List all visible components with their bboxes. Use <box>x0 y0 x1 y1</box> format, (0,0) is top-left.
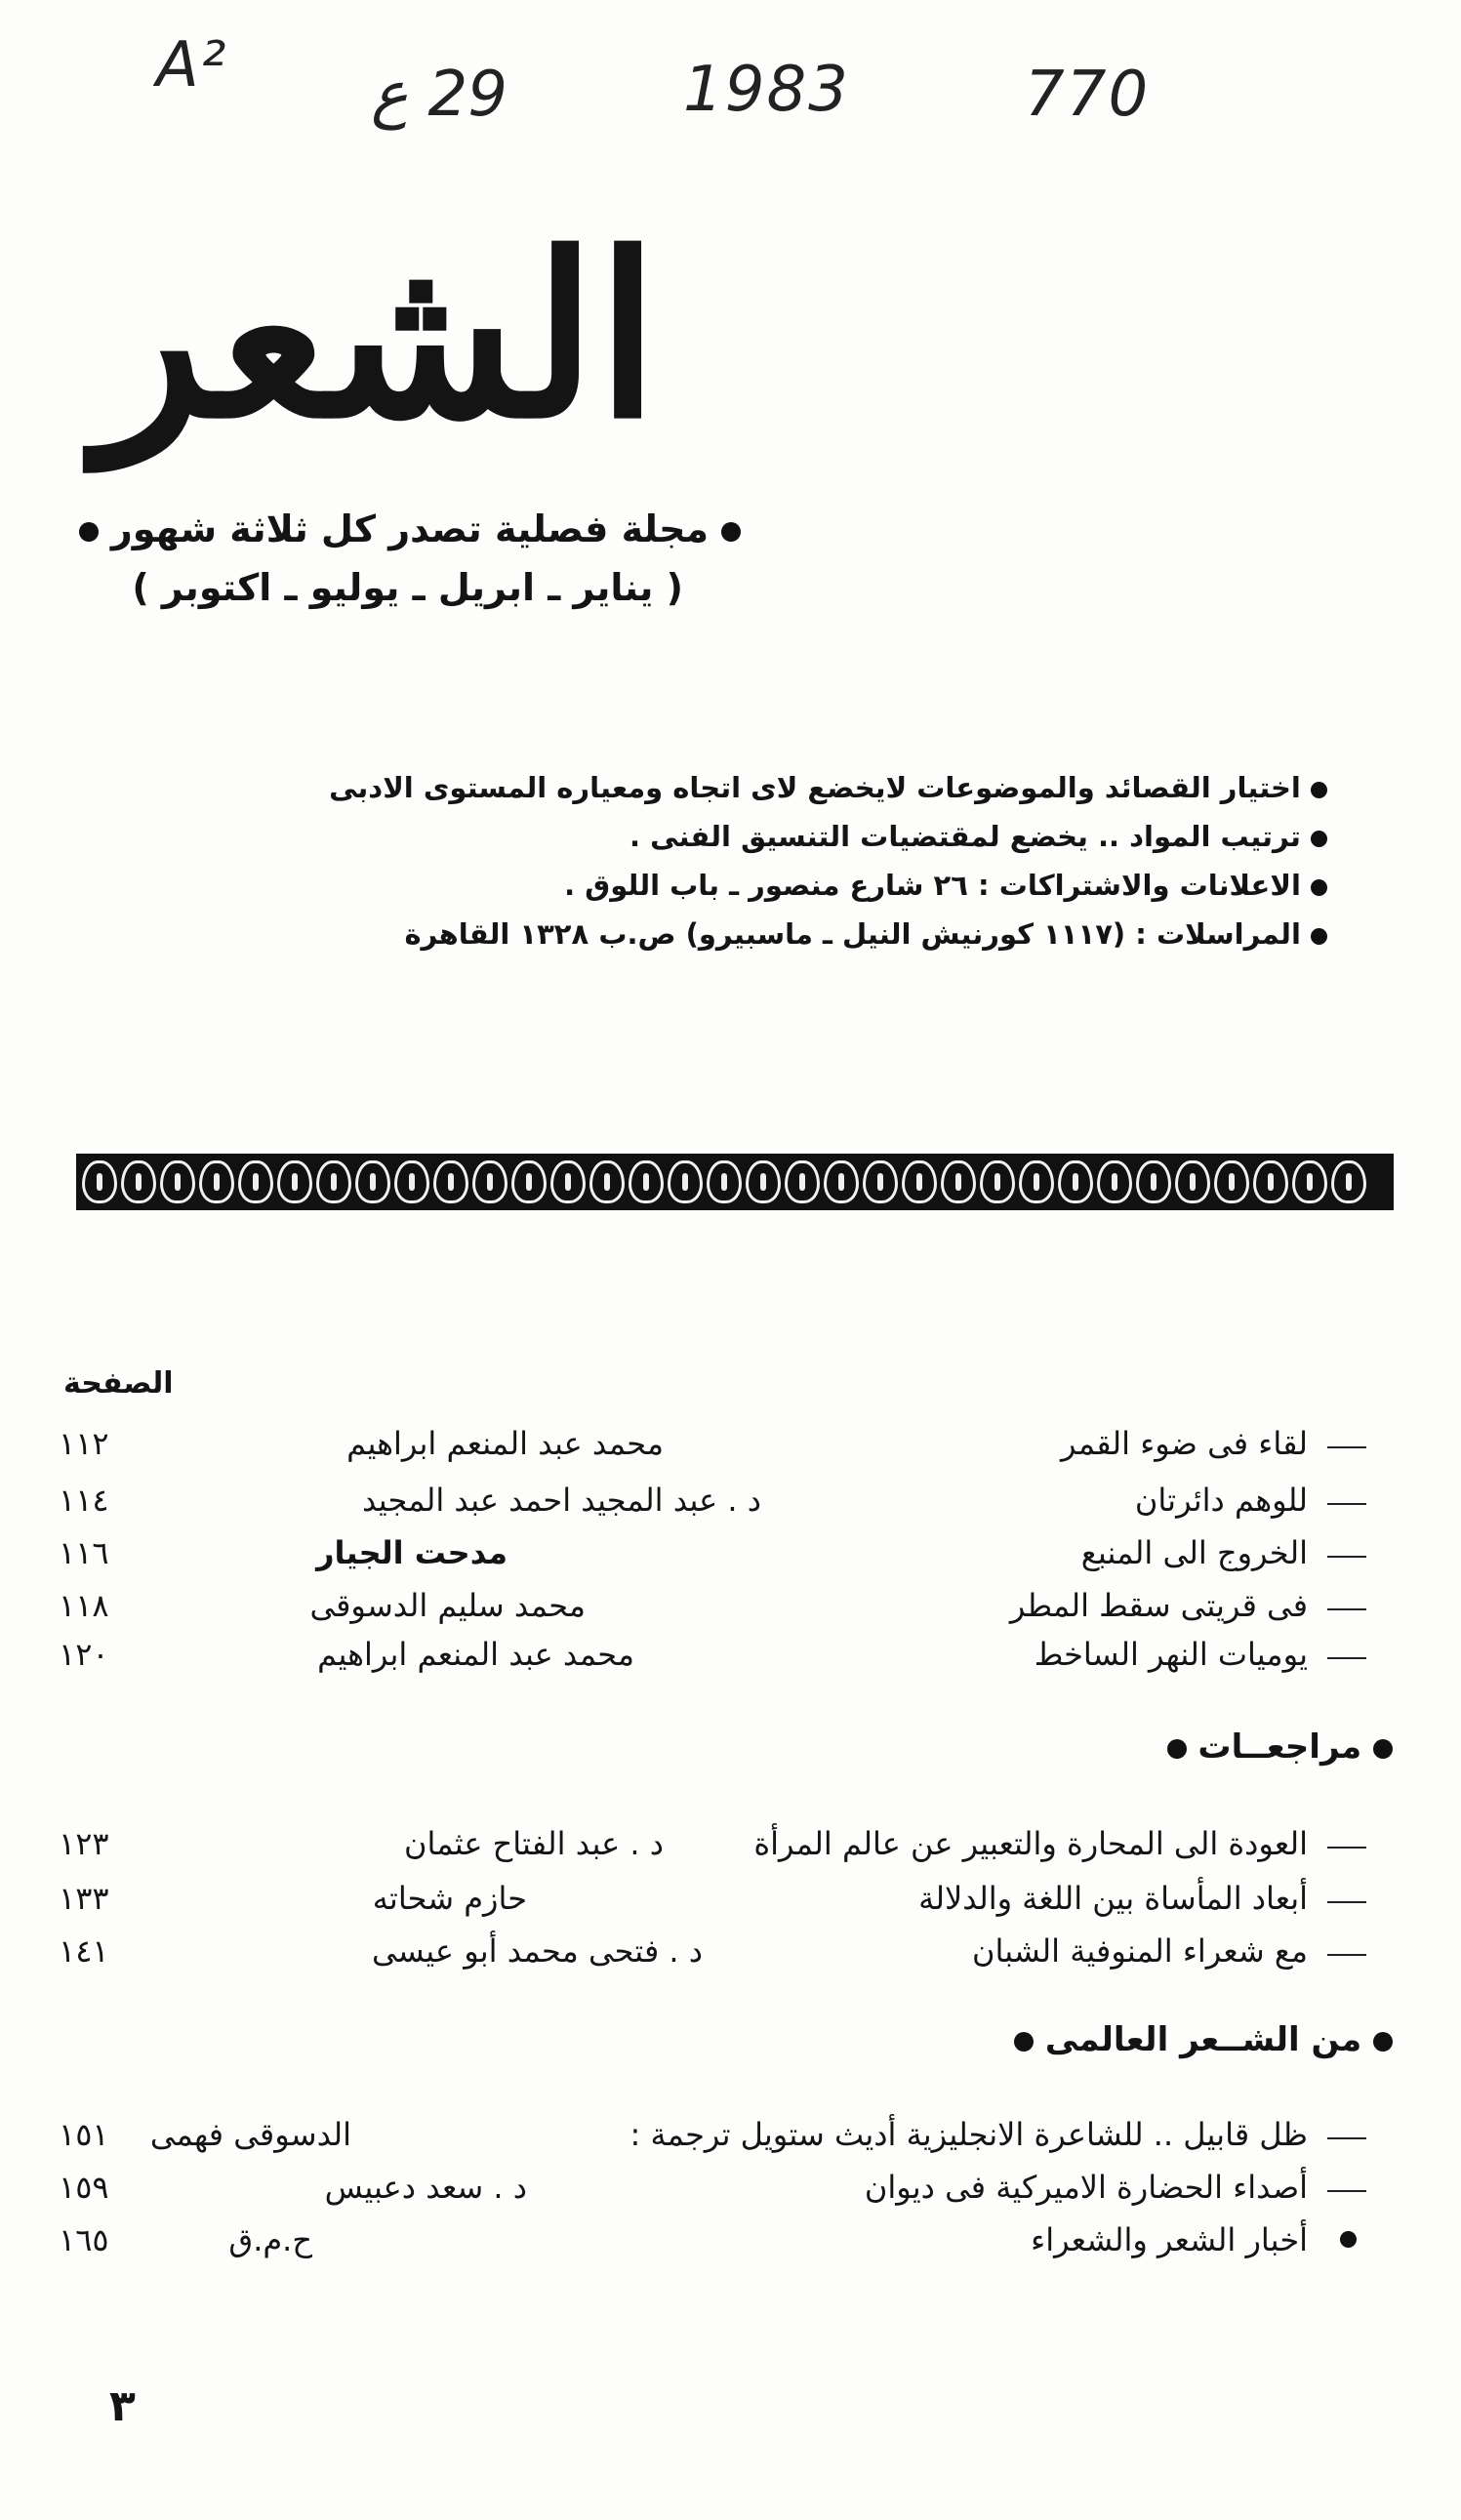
toc-author: د . سعد دعبيس <box>324 2169 527 2206</box>
ornament-motif <box>121 1160 156 1203</box>
toc-author: د . فتحى محمد أبو عيسى <box>372 1932 703 1970</box>
toc-page: ١٢٣ <box>59 1825 109 1862</box>
ornament-motif <box>1136 1160 1171 1203</box>
ornament-motif <box>394 1160 429 1203</box>
bullet-icon <box>1373 2032 1393 2052</box>
masthead-title: الشعر <box>95 205 659 468</box>
ornament-motif <box>1214 1160 1249 1203</box>
toc-author: د . عبد المجيد احمد عبد المجيد <box>361 1482 761 1519</box>
dash-marker <box>1327 2137 1366 2139</box>
toc-author: الدسوقى فهمى <box>149 2116 351 2153</box>
toc-page: ١١٨ <box>59 1587 109 1624</box>
ornament-motif <box>238 1160 273 1203</box>
subtitle-line-1 <box>78 508 742 550</box>
ornament-motif <box>82 1160 117 1203</box>
dash-marker <box>1327 1446 1366 1448</box>
subtitle-text-1: مجلة فصلية تصدر كل ثلاثة شهور <box>110 508 710 550</box>
toc-title: العودة الى المحارة والتعبير عن عالم المرأة <box>753 1825 1308 1862</box>
ornament-motif <box>707 1160 742 1203</box>
ornament-motif <box>277 1160 312 1203</box>
bullet-icon <box>1014 2032 1034 2052</box>
toc-row <box>59 2221 1366 2272</box>
note-text: اختيار القصائد والموضوعات لايخضع لاى اتجاه ومعياره المستوى الادبى <box>329 771 1301 804</box>
ornament-motif <box>980 1160 1015 1203</box>
note-item <box>329 771 1327 820</box>
dash-marker <box>1327 1556 1366 1558</box>
toc-title: الخروج الى المنبع <box>1080 1534 1308 1571</box>
toc-author: حازم شحاته <box>372 1880 527 1917</box>
toc-title: للوهم دائرتان <box>1134 1482 1308 1519</box>
ornament-motif <box>1058 1160 1093 1203</box>
toc-row <box>59 1587 1366 1638</box>
bullet-icon <box>721 522 741 542</box>
toc-row <box>59 2116 1366 2167</box>
dash-marker <box>1327 1901 1366 1903</box>
ornament-motif <box>550 1160 586 1203</box>
bullet-icon <box>1311 928 1327 945</box>
bullet-icon <box>1340 2231 1357 2248</box>
toc-page: ١٣٣ <box>59 1880 109 1917</box>
section-heading-text: مراجعــات <box>1197 1727 1362 1767</box>
ornamental-divider <box>76 1154 1394 1210</box>
toc-title: أخبار الشعر والشعراء <box>1031 2221 1308 2258</box>
note-text: المراسلات : (١١١٧ كورنيش النيل ـ ماسبيرو) ص.ب ١٣٢٨ القاهرة <box>404 917 1301 951</box>
bullet-icon <box>1311 879 1327 896</box>
toc-row <box>59 1534 1366 1585</box>
toc-page: ١٦٥ <box>59 2221 109 2258</box>
dash-marker <box>1327 1954 1366 1956</box>
toc-row <box>59 1425 1366 1476</box>
ornament-motif <box>824 1160 859 1203</box>
section-heading-reviews <box>1167 1727 1393 1767</box>
toc-row <box>59 2169 1366 2219</box>
toc-row <box>59 1932 1366 1983</box>
toc-title: يوميات النهر الساخط <box>1034 1636 1308 1673</box>
toc-row <box>59 1825 1366 1876</box>
toc-author: ح.م.ق <box>228 2221 312 2258</box>
ornament-motif <box>629 1160 664 1203</box>
toc-row <box>59 1482 1366 1532</box>
toc-page: ١١٤ <box>59 1482 109 1519</box>
ornament-motif <box>316 1160 351 1203</box>
toc-author: مدحت الجيار <box>316 1534 507 1571</box>
ornament-motif <box>199 1160 234 1203</box>
toc-title: لقاء فى ضوء القمر <box>1061 1425 1308 1462</box>
toc-page: ١٥١ <box>59 2116 109 2153</box>
notes-list <box>329 771 1327 966</box>
ornament-motif <box>589 1160 625 1203</box>
ornament-motif <box>746 1160 781 1203</box>
note-item <box>351 917 1327 966</box>
bullet-icon <box>1167 1739 1187 1759</box>
ornament-motif <box>433 1160 468 1203</box>
toc-page-header: الصفحة <box>63 1366 174 1401</box>
bullet-icon <box>1311 782 1327 798</box>
ornament-motif <box>1175 1160 1210 1203</box>
note-text: الاعلانات والاشتراكات : ٢٦ شارع منصور ـ باب اللوق . <box>564 869 1301 902</box>
ornament-motif <box>785 1160 820 1203</box>
toc-title: أبعاد المأساة بين اللغة والدلالة <box>918 1880 1308 1917</box>
ornament-motif <box>472 1160 507 1203</box>
toc-title: أصداء الحضارة الاميركية فى ديوان <box>864 2169 1308 2206</box>
handwritten-number: 770 <box>1025 59 1151 131</box>
ornament-motif <box>1097 1160 1132 1203</box>
handwritten-issue: 29 ع <box>371 59 507 131</box>
ornament-motif <box>863 1160 898 1203</box>
ornament-motif <box>1253 1160 1288 1203</box>
bullet-icon <box>1311 831 1327 847</box>
dash-marker <box>1327 2190 1366 2192</box>
ornament-motif <box>941 1160 976 1203</box>
section-heading-world <box>1014 2020 1393 2059</box>
ornament-motif <box>902 1160 937 1203</box>
dash-marker <box>1327 1847 1366 1849</box>
toc-page: ١٥٩ <box>59 2169 109 2206</box>
section-heading-text: من الشــعر العالمى <box>1044 2020 1362 2059</box>
dash-marker <box>1327 1657 1366 1659</box>
toc-author: محمد عبد المنعم ابراهيم <box>346 1425 664 1462</box>
note-item <box>351 869 1327 917</box>
toc-author: د . عبد الفتاح عثمان <box>403 1825 664 1862</box>
dash-marker <box>1327 1608 1366 1610</box>
page-number: ٣ <box>109 2381 136 2431</box>
note-item <box>351 820 1327 869</box>
toc-row <box>59 1636 1366 1687</box>
ornament-motif <box>1019 1160 1054 1203</box>
ornament-motif <box>511 1160 547 1203</box>
subtitle-line-2: ( يناير ـ ابريل ـ يوليو ـ اكتوبر ) <box>132 566 683 609</box>
ornament-motif <box>1331 1160 1366 1203</box>
note-text: ترتيب المواد .. يخضع لمقتضيات التنسيق الفنى . <box>629 820 1301 853</box>
toc-author: محمد سليم الدسوقى <box>309 1587 586 1624</box>
handwritten-code: A² <box>156 29 228 102</box>
ornament-motif <box>1292 1160 1327 1203</box>
bullet-icon <box>79 522 99 542</box>
toc-title: فى قريتى سقط المطر <box>1009 1587 1308 1624</box>
toc-author: محمد عبد المنعم ابراهيم <box>317 1636 634 1673</box>
toc-page: ١٢٠ <box>59 1636 109 1673</box>
toc-page: ١٤١ <box>59 1932 109 1970</box>
toc-title: ظل قابيل .. للشاعرة الانجليزية أديث ستويل ترجمة : <box>629 2116 1308 2153</box>
ornament-motif <box>160 1160 195 1203</box>
handwritten-year: 1983 <box>683 54 850 126</box>
dash-marker <box>1327 1503 1366 1505</box>
toc-title: مع شعراء المنوفية الشبان <box>971 1932 1308 1970</box>
bullet-icon <box>1373 1739 1393 1759</box>
toc-row <box>59 1880 1366 1931</box>
toc-page: ١١٢ <box>59 1425 109 1462</box>
ornament-motif <box>668 1160 703 1203</box>
toc-page: ١١٦ <box>59 1534 109 1571</box>
ornament-motif <box>355 1160 390 1203</box>
